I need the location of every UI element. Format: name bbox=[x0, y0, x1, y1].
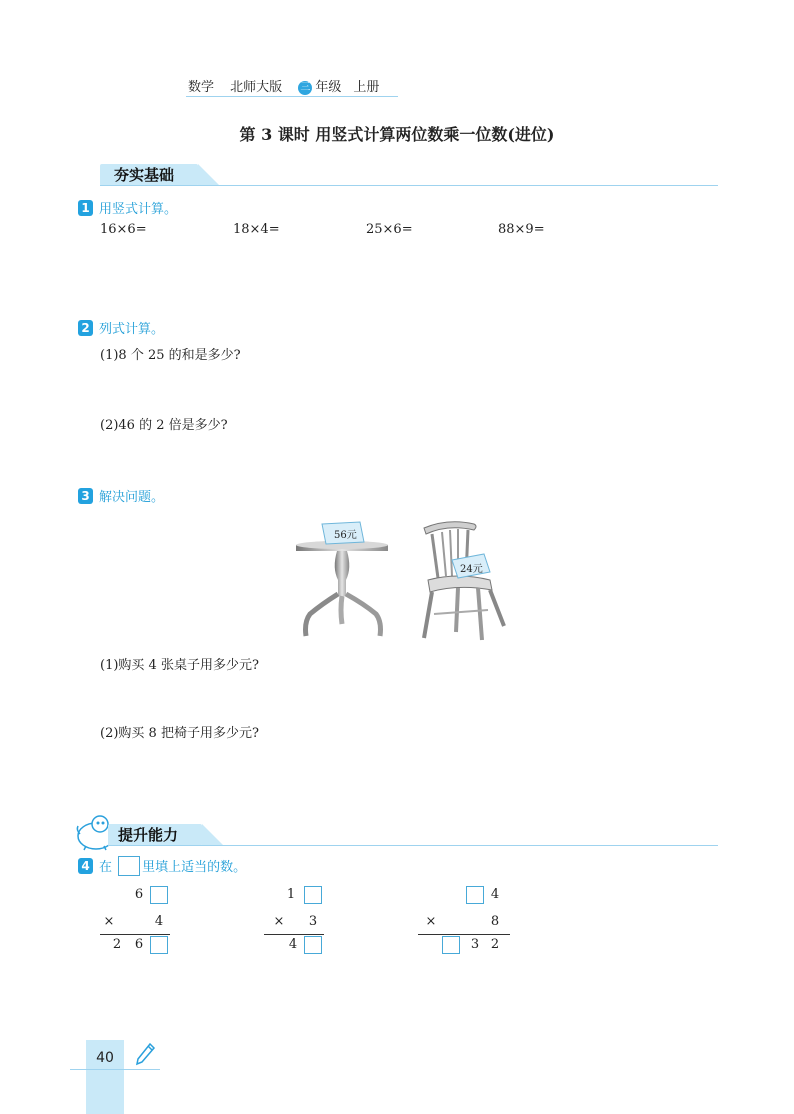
answer-box[interactable] bbox=[304, 936, 322, 954]
digit: 4 bbox=[154, 914, 164, 929]
q2-item-1: (1)8 个 25 的和是多少? bbox=[100, 348, 241, 363]
section-title: 夯实基础 bbox=[100, 164, 198, 186]
question-title: 用竖式计算。 bbox=[99, 202, 178, 217]
table-price-tag: 56元 bbox=[334, 530, 357, 541]
volume-label: 上册 bbox=[353, 80, 380, 95]
digit: 2 bbox=[112, 937, 122, 952]
section-title: 提升能力 bbox=[108, 824, 202, 846]
pencil-icon bbox=[134, 1042, 156, 1068]
q2-item-2: (2)46 的 2 倍是多少? bbox=[100, 418, 228, 433]
answer-box[interactable] bbox=[150, 886, 168, 904]
multiply-sign: × bbox=[273, 914, 285, 929]
digit: 4 bbox=[490, 887, 500, 902]
question-number-badge: 2 bbox=[78, 320, 93, 336]
header-divider bbox=[186, 96, 398, 97]
question-number-badge: 1 bbox=[78, 200, 93, 216]
digit: 4 bbox=[288, 937, 298, 952]
equals-line bbox=[418, 934, 510, 935]
lesson-title: 第 3 课时 用竖式计算两位数乘一位数(进位) bbox=[239, 125, 555, 144]
question-title-suffix: 里填上适当的数。 bbox=[142, 860, 247, 875]
equals-line bbox=[100, 934, 170, 935]
digit: 2 bbox=[490, 937, 500, 952]
question-title-prefix: 在 bbox=[99, 860, 113, 875]
digit: 6 bbox=[134, 887, 144, 902]
vertical-multiplication-2 bbox=[264, 886, 344, 958]
question-2-heading bbox=[78, 318, 164, 337]
running-header bbox=[188, 76, 379, 95]
multiply-sign: × bbox=[425, 914, 437, 929]
footer-divider bbox=[70, 1069, 160, 1070]
digit: 1 bbox=[286, 887, 296, 902]
answer-box[interactable] bbox=[466, 886, 484, 904]
answer-box[interactable] bbox=[304, 886, 322, 904]
grade-label: 年级 bbox=[315, 80, 342, 95]
q1-item-4: 88×9= bbox=[498, 222, 545, 237]
chair-price-tag: 24元 bbox=[460, 564, 483, 575]
section-banner-improve bbox=[108, 824, 718, 846]
digit: 6 bbox=[134, 937, 144, 952]
digit: 3 bbox=[308, 914, 318, 929]
q3-item-2: (2)购买 8 把椅子用多少元? bbox=[100, 726, 259, 741]
section-divider bbox=[100, 185, 718, 186]
question-3-heading bbox=[78, 486, 164, 505]
table-illustration bbox=[292, 518, 396, 640]
edition-label: 北师大版 bbox=[230, 80, 283, 95]
multiply-sign: × bbox=[103, 914, 115, 929]
q1-item-1: 16×6= bbox=[100, 222, 147, 237]
question-number-badge: 4 bbox=[78, 858, 93, 874]
question-title: 列式计算。 bbox=[99, 322, 165, 337]
vertical-multiplication-1 bbox=[100, 886, 180, 958]
digit: 8 bbox=[490, 914, 500, 929]
vertical-multiplication-3 bbox=[418, 886, 518, 958]
chair-illustration bbox=[418, 514, 518, 644]
section-banner-basics bbox=[100, 164, 718, 186]
section-divider bbox=[108, 845, 718, 846]
q1-item-3: 25×6= bbox=[366, 222, 413, 237]
question-title: 解决问题。 bbox=[99, 490, 165, 505]
answer-box[interactable] bbox=[150, 936, 168, 954]
q3-item-1: (1)购买 4 张桌子用多少元? bbox=[100, 658, 259, 673]
equals-line bbox=[264, 934, 324, 935]
grade-badge: 三 bbox=[300, 82, 311, 93]
page-number: 40 bbox=[96, 1050, 114, 1066]
answer-box-sample bbox=[118, 856, 140, 876]
answer-box[interactable] bbox=[442, 936, 460, 954]
digit: 3 bbox=[470, 937, 480, 952]
subject-label: 数学 bbox=[188, 80, 215, 95]
q1-item-2: 18×4= bbox=[233, 222, 280, 237]
question-4-heading bbox=[78, 856, 246, 876]
question-number-badge: 3 bbox=[78, 488, 93, 504]
question-1-heading bbox=[78, 198, 177, 217]
